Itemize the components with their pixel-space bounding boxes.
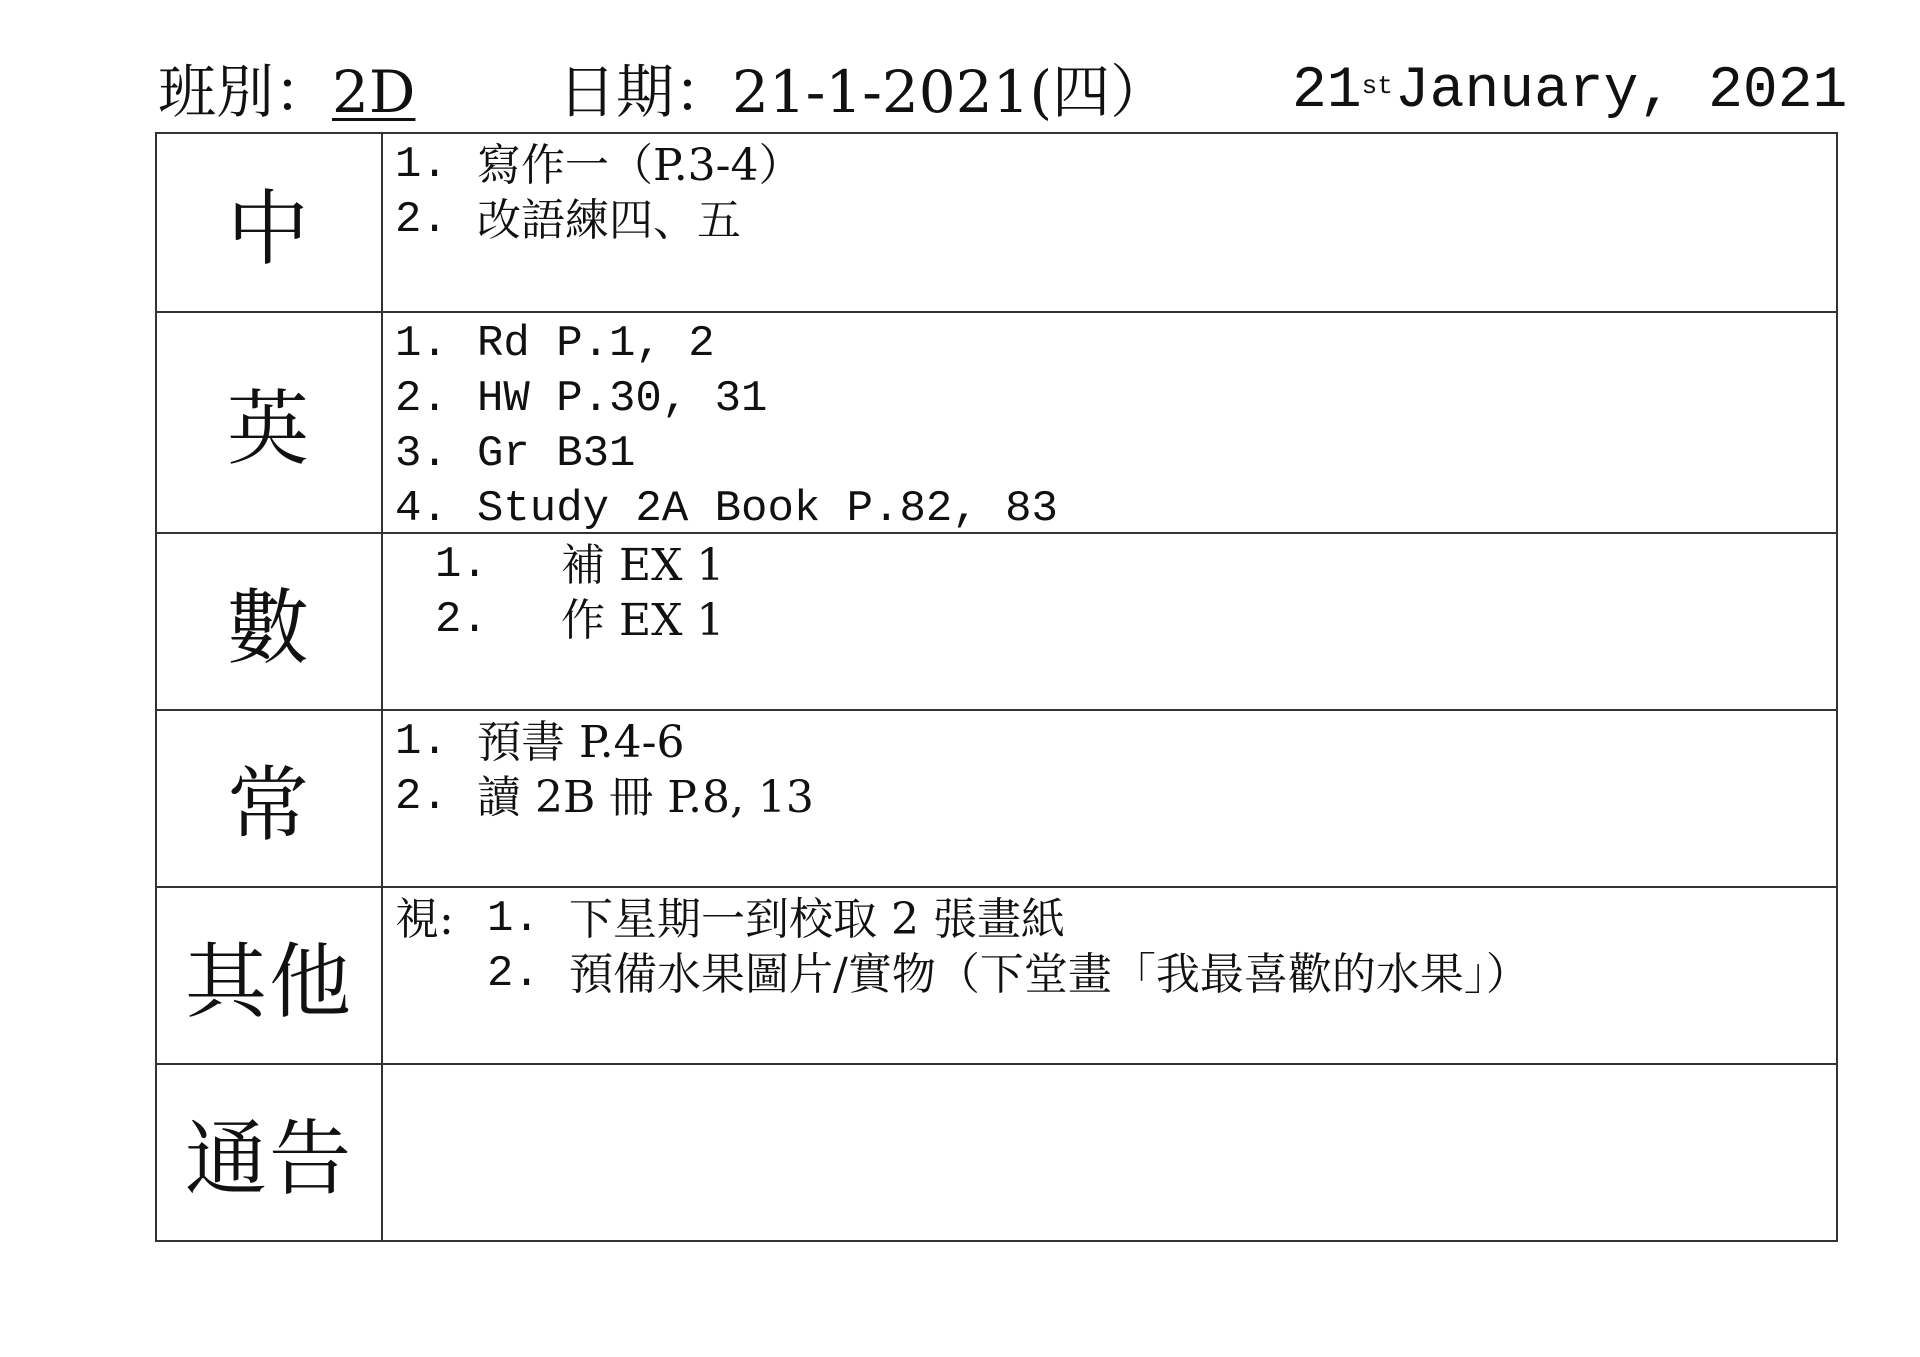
list-item — [395, 482, 1836, 537]
list-item — [395, 317, 1836, 372]
homework-list — [383, 1065, 1836, 1240]
item-number: 1. — [395, 717, 448, 767]
homework-list — [383, 534, 1836, 709]
homework-list — [383, 711, 1836, 886]
row-english — [157, 311, 1836, 532]
subject-label: 中 — [157, 134, 383, 311]
item-number: 1. — [395, 140, 448, 190]
list-item — [395, 947, 1836, 1002]
item-text: 預書 P.4-6 — [477, 717, 685, 768]
item-text: Study 2A Book P.82, 83 — [477, 484, 1058, 534]
list-item — [395, 593, 1836, 648]
subject-label: 通告 — [157, 1065, 383, 1240]
list-item — [395, 193, 1836, 248]
english-date-rest: January, 2021 — [1394, 59, 1848, 124]
english-date-day: 21 — [1292, 59, 1362, 124]
item-number: 1. — [487, 894, 540, 944]
item-number: 2. — [395, 195, 448, 245]
item-text: 改語練四、五 — [477, 195, 741, 246]
list-item — [395, 372, 1836, 427]
row-chinese — [157, 134, 1836, 311]
subject-label: 英 — [157, 313, 383, 532]
item-number: 2. — [395, 772, 448, 822]
homework-list — [383, 134, 1836, 311]
list-item — [395, 892, 1836, 947]
item-text: 寫作一（P.3-4） — [477, 140, 803, 191]
class-value: 2D — [332, 58, 416, 126]
item-number: 3. — [395, 429, 448, 479]
class-label: 班別： — [158, 58, 333, 126]
header — [0, 52, 1920, 132]
item-text: 作 EX 1 — [561, 595, 725, 646]
list-item — [395, 138, 1836, 193]
item-text: Gr B31 — [477, 429, 636, 479]
item-number: 2. — [395, 374, 448, 424]
subject-label: 數 — [157, 534, 383, 709]
homework-list — [383, 313, 1836, 532]
item-number: 2. — [435, 595, 488, 645]
class-field — [158, 52, 415, 132]
row-general-studies — [157, 709, 1836, 886]
row-math — [157, 532, 1836, 709]
item-number: 4. — [395, 484, 448, 534]
list-item — [395, 770, 1836, 825]
item-prefix: 視: — [395, 894, 454, 945]
item-text: 讀 2B 冊 P.8, 13 — [477, 772, 814, 823]
item-text: 下星期一到校取 2 張畫紙 — [569, 894, 1065, 945]
english-date — [1292, 52, 1847, 132]
subject-label: 常 — [157, 711, 383, 886]
item-text: 補 EX 1 — [561, 540, 725, 591]
item-number: 1. — [435, 540, 488, 590]
subject-label: 其他 — [157, 888, 383, 1063]
english-date-suffix: st — [1361, 71, 1393, 101]
item-number: 1. — [395, 319, 448, 369]
item-text: HW P.30, 31 — [477, 374, 768, 424]
list-item — [395, 715, 1836, 770]
list-item — [395, 427, 1836, 482]
date-field: 日期：21-1-2021(四） — [558, 58, 1169, 126]
list-item — [395, 538, 1836, 593]
row-others — [157, 886, 1836, 1063]
homework-table — [155, 132, 1838, 1242]
homework-list — [383, 888, 1836, 1063]
item-number: 2. — [487, 949, 540, 999]
item-text: 預備水果圖片/實物（下堂畫「我最喜歡的水果」） — [569, 949, 1530, 1000]
row-notices — [157, 1063, 1836, 1240]
item-text: Rd P.1, 2 — [477, 319, 715, 369]
